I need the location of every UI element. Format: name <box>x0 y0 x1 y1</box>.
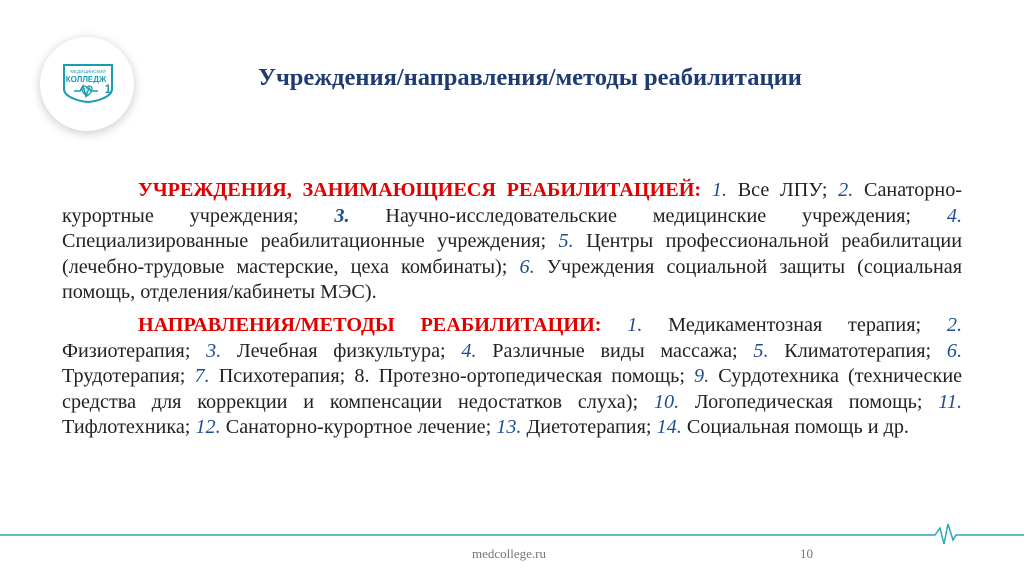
list-number: 10. <box>653 390 680 413</box>
list-number: 14. <box>656 416 682 439</box>
logo-text-top: МЕДИЦИНСКИЙ <box>70 69 106 74</box>
section-heading: НАПРАВЛЕНИЯ/МЕТОДЫ РЕАБИЛИТАЦИИ: <box>138 313 602 336</box>
list-number: 7. <box>194 365 210 388</box>
slide-content <box>62 178 962 448</box>
list-item: Климатотерапия; <box>784 339 932 362</box>
list-item: Трудотерапия; <box>62 365 186 388</box>
list-number: 13. <box>496 416 522 439</box>
list-number: 4. <box>946 204 963 227</box>
list-item: Физиотерапия; <box>62 339 191 362</box>
section-heading: УЧРЕЖДЕНИЯ, ЗАНИМАЮЩИЕСЯ РЕАБИЛИТАЦИЕЙ: <box>138 179 702 201</box>
list-number: 2. <box>946 313 962 336</box>
list-item: Санаторно-курортное лечение; <box>225 416 492 439</box>
list-item: Логопедическая помощь; <box>694 390 923 413</box>
logo-text-main: КОЛЛЕДЖ <box>65 75 107 84</box>
list-number: 9. <box>694 365 710 388</box>
list-item: Центры профессиональной реабилитации (лечебно-трудовые мастерские, цеха комбинаты); <box>62 230 962 278</box>
list-item: Диетотерапия; <box>526 416 652 439</box>
college-logo <box>40 37 134 131</box>
list-number: 5. <box>753 339 769 362</box>
list-number: 6. <box>946 339 963 362</box>
list-number: 1. <box>711 179 728 201</box>
list-number: 4. <box>461 339 477 362</box>
list-number: 5. <box>558 230 574 253</box>
list-item: Различные виды массажа; <box>492 339 738 362</box>
list-number: 3. <box>334 204 350 227</box>
list-item: Социальная помощь и др. <box>686 416 909 439</box>
list-item: Медикаментозная терапия; <box>668 313 922 336</box>
list-number: 6. <box>519 255 535 278</box>
list-number: 8. <box>354 365 370 388</box>
list-number: 2. <box>838 179 854 201</box>
footer-site: medcollege.ru <box>472 546 546 561</box>
page-number: 10 <box>800 546 813 561</box>
list-item: Психотерапия; <box>218 365 346 388</box>
list-number: 3. <box>206 339 222 362</box>
list-item: Научно-исследовательские медицинские учреждения; <box>385 204 912 227</box>
section-methods <box>62 313 962 441</box>
list-number: 11. <box>938 390 962 413</box>
list-item: Протезно-ортопедическая помощь; <box>378 365 685 388</box>
list-item: Специализированные реабилитационные учреждения; <box>62 230 547 253</box>
slide-title: Учреждения/направления/методы реабилитации <box>258 64 802 91</box>
list-item: Санаторно-курортные учреждения; <box>62 179 963 227</box>
list-item: Сурдотехника (технические средства для коррекции и компенсации недостатков слуха); <box>62 365 963 413</box>
list-item: Тифлотехника; <box>62 416 191 439</box>
list-item: Учреждения социальной защиты (социальная помощь, отделения/кабинеты МЭС). <box>62 255 963 304</box>
list-number: 12. <box>195 416 221 439</box>
college-logo-icon <box>60 63 116 103</box>
list-item: Все ЛПУ; <box>737 179 828 201</box>
list-item: Лечебная физкультура; <box>237 339 446 362</box>
list-number: 1. <box>627 313 643 336</box>
logo-digit: 1 <box>104 82 112 96</box>
section-institutions <box>62 178 962 306</box>
